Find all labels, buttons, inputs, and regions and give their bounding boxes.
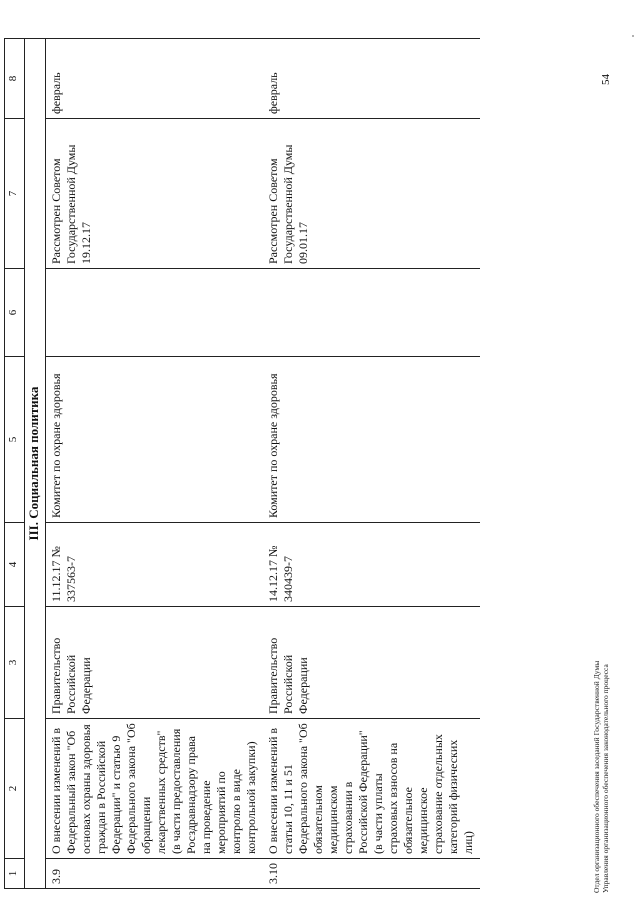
- column-number-1: 1: [5, 859, 25, 889]
- footer-line: Управления организационного обеспечения законодательного процесса: [601, 664, 610, 893]
- table-row: [46, 39, 264, 889]
- column-number-3: 3: [5, 607, 25, 719]
- column-number-2: 2: [5, 719, 25, 859]
- planned-month: февраль: [263, 39, 480, 119]
- bill-registration: 11.12.17 № 337563-7: [46, 523, 264, 607]
- legislative-plan-table: [4, 38, 480, 889]
- bill-registration: 14.12.17 № 340439-7: [263, 523, 480, 607]
- responsible-committee: Комитет по охране здоровья: [263, 357, 480, 523]
- row-number: 3.9: [46, 859, 264, 889]
- column-number-4: 4: [5, 523, 25, 607]
- responsible-committee: Комитет по охране здоровья: [46, 357, 264, 523]
- bill-status: Рассмотрен Советом Государственной Думы 19.12.17: [46, 119, 264, 269]
- empty-cell: [46, 269, 264, 357]
- empty-cell: [263, 269, 480, 357]
- row-number: 3.10: [263, 859, 480, 889]
- column-number-6: 6: [5, 269, 25, 357]
- bill-initiator: Правительство Российской Федерации: [263, 607, 480, 719]
- section-title: III. Социальная политика: [25, 39, 46, 889]
- table-header-row: [5, 39, 25, 889]
- column-number-7: 7: [5, 119, 25, 269]
- column-number-5: 5: [5, 357, 25, 523]
- bill-title: О внесении изменений в статьи 10, 11 и 51 Федерального закона "Об обязательном медицинском страховании в Российской Федерации" (в части уплаты страховых взносов на обязательное медицинское страхование отдельных категорий физических лиц): [263, 719, 480, 859]
- table-row: [263, 39, 480, 889]
- scan-speck: [632, 35, 634, 37]
- page-footer: [592, 661, 610, 893]
- bill-initiator: Правительство Российской Федерации: [46, 607, 264, 719]
- section-row: [25, 39, 46, 889]
- footer-line: Отдел организационного обеспечения заседаний Государственной Думы: [592, 660, 601, 893]
- bill-status: Рассмотрен Советом Государственной Думы 09.01.17: [263, 119, 480, 269]
- planned-month: февраль: [46, 39, 264, 119]
- bill-title: О внесении изменений в Федеральный закон "Об основах охраны здоровья граждан в Российской Федерации" и статью 9 Федерального закона "Об обращении лекарственных средств" (в части предоставления Росздравнадзору права на проведение мероприятий по контролю в виде контрольной закупки): [46, 719, 264, 859]
- column-number-8: 8: [5, 39, 25, 119]
- page-number: 54: [600, 74, 612, 85]
